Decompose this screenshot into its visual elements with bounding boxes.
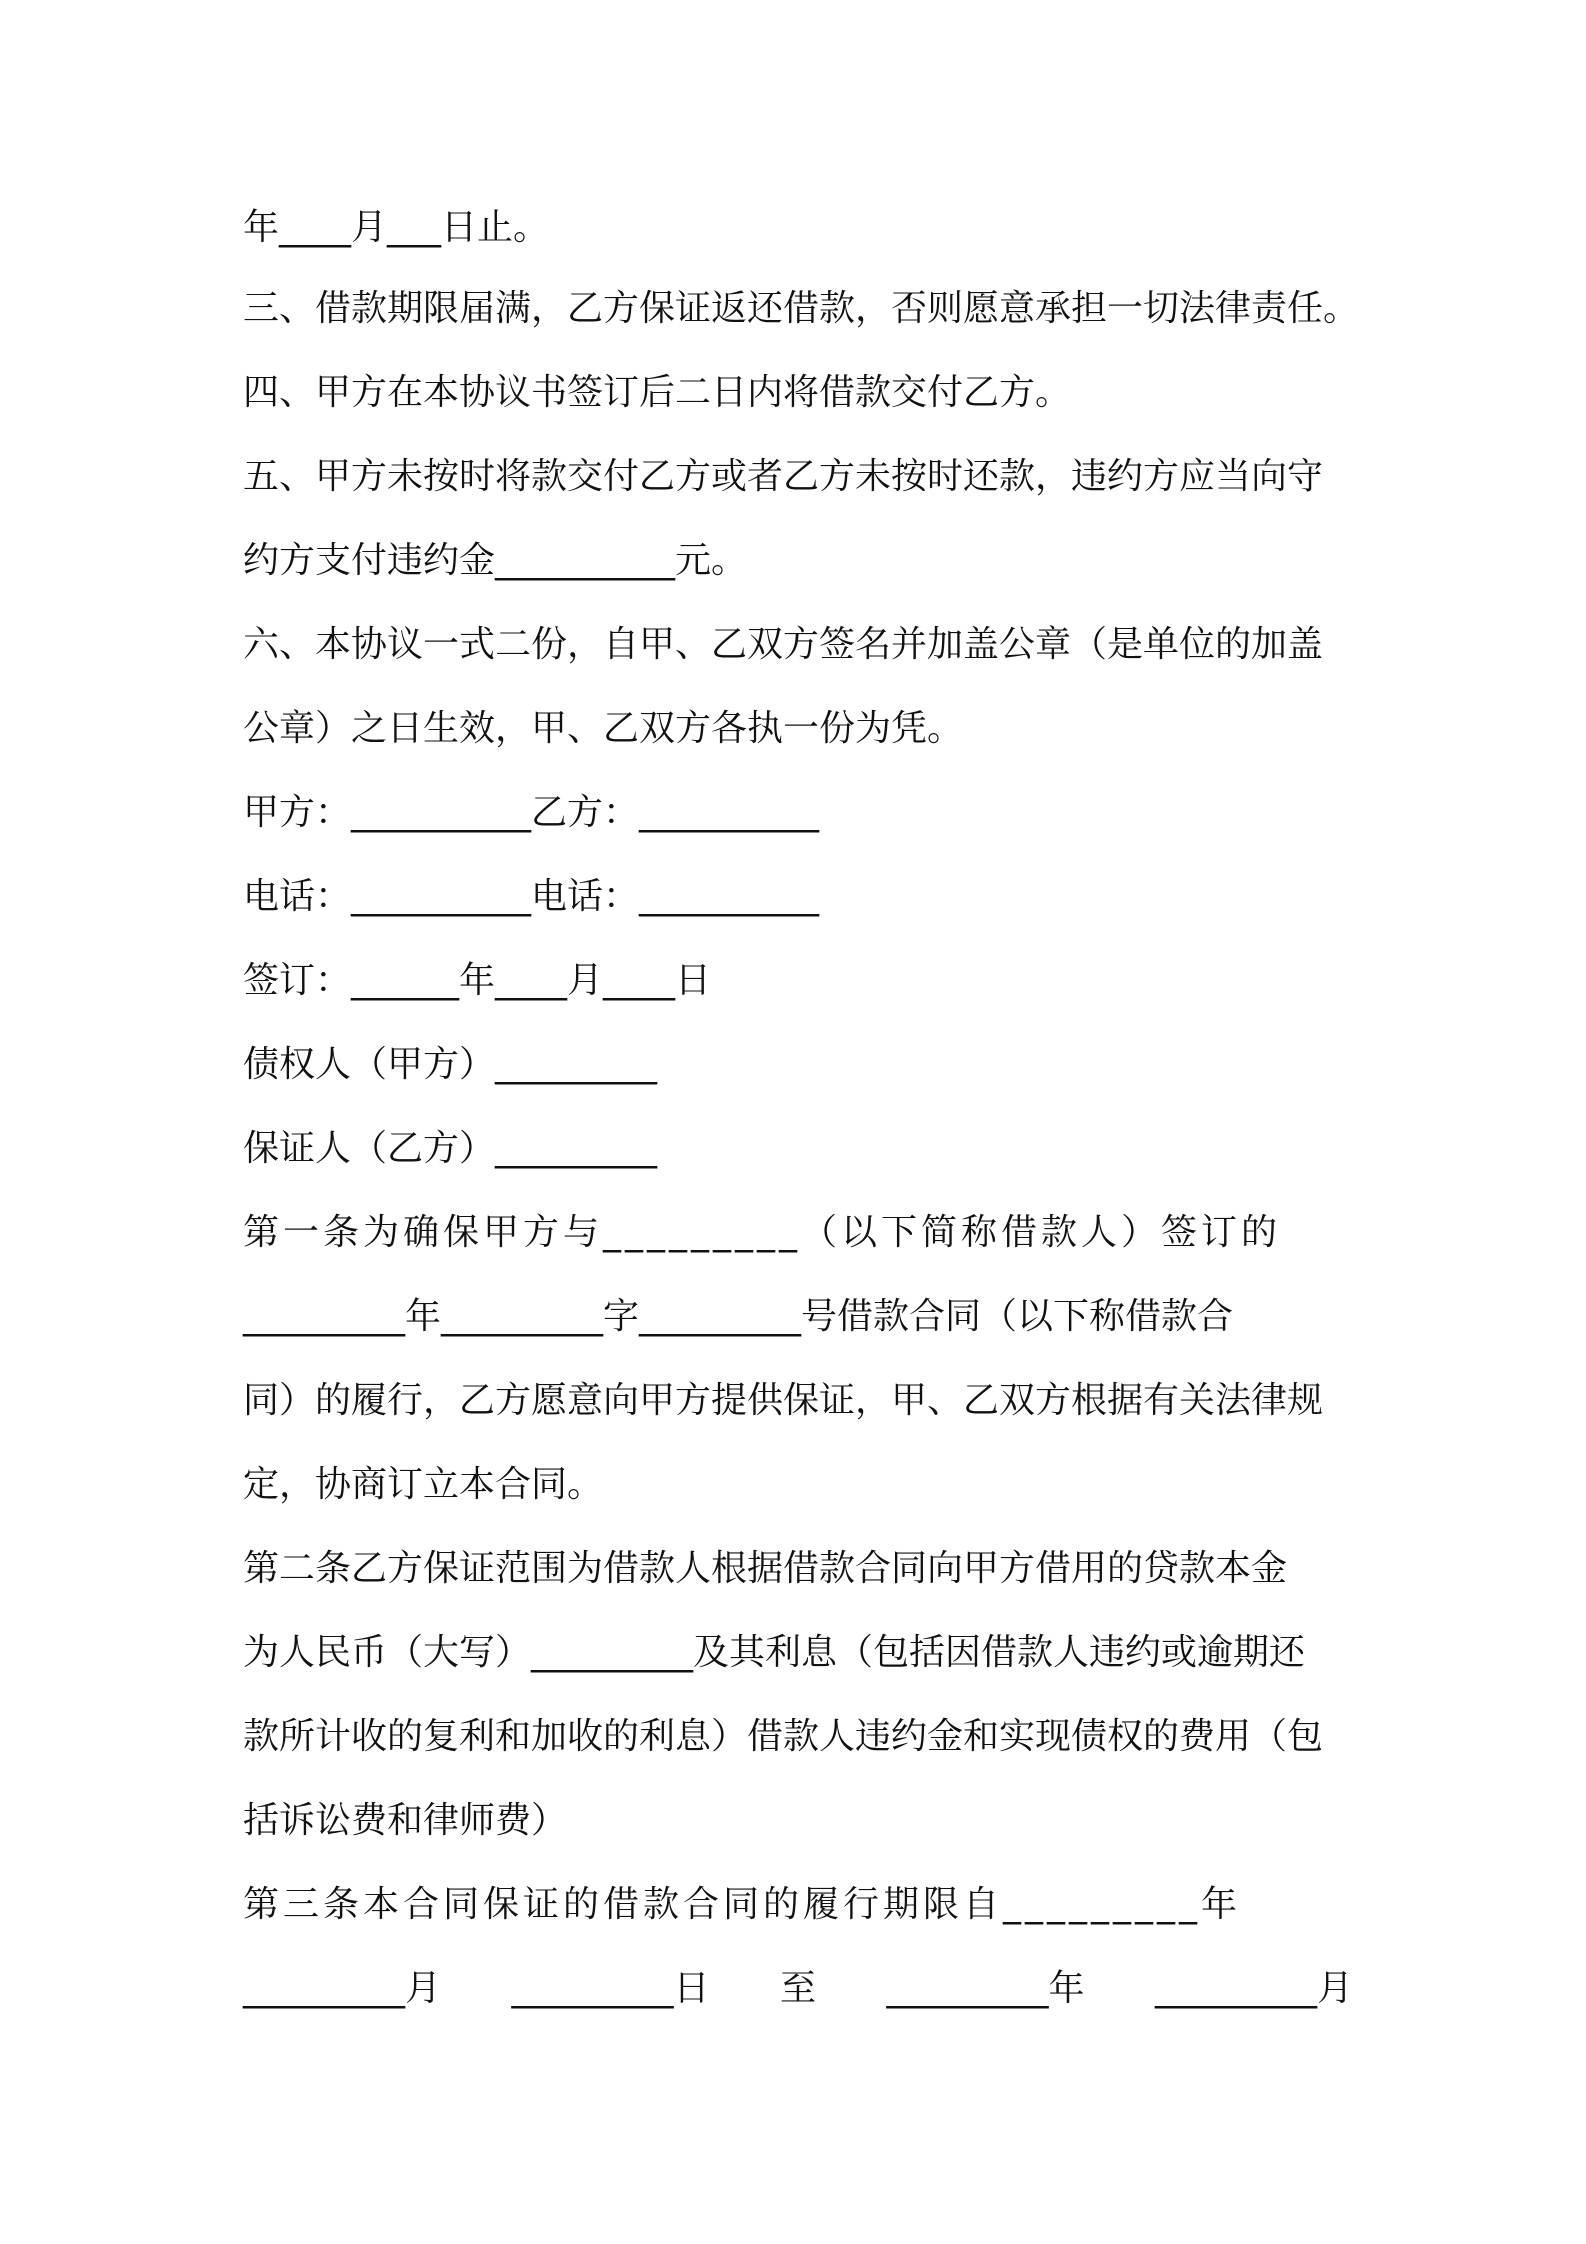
text-segment: 至 [779,1968,816,2009]
text-line: 五、甲方未按时将款交付乙方或者乙方未按时还款，违约方应当向守 [243,456,1324,497]
text-segment: _________年 [886,1968,1085,2009]
text-line: 债权人（甲方）_________ [243,1044,658,1085]
text-segment: _________日 [511,1968,710,2009]
text-segment: _________月 [1154,1968,1353,2009]
text-line: 签订：______年____月____日 [243,960,712,1001]
text-line: 第三条本合同保证的借款合同的履行期限自_________年 [243,1884,1242,1925]
text-line: 为人民币（大写）_________及其利息（包括因借款人违约或逾期还 [243,1632,1306,1673]
text-line: 年____月___日止。 [243,207,550,248]
text-line: 第一条为确保甲方与_________（以下简称借款人）签订的 [243,1212,1282,1253]
text-line: 甲方：__________乙方：__________ [243,792,820,833]
text-line: 公章）之日生效，甲、乙双方各执一份为凭。 [243,708,964,749]
text-line-justified [243,1964,1353,2014]
text-line: 款所计收的复利和加收的利息）借款人违约金和实现债权的费用（包 [243,1716,1324,1757]
text-line: 第二条乙方保证范围为借款人根据借款合同向甲方借用的贷款本金 [243,1548,1288,1589]
text-line: 同）的履行，乙方愿意向甲方提供保证，甲、乙双方根据有关法律规 [243,1380,1324,1421]
text-line: 六、本协议一式二份，自甲、乙双方签名并加盖公章（是单位的加盖 [243,624,1324,665]
text-line: 电话：__________电话：__________ [243,876,820,917]
text-line: 保证人（乙方）_________ [243,1128,658,1169]
text-line: 四、甲方在本协议书签订后二日内将借款交付乙方。 [243,372,1072,413]
text-line: 定，协商订立本合同。 [243,1464,604,1505]
text-segment: _________月 [243,1968,442,2009]
text-line: 括诉讼费和律师费） [243,1800,568,1841]
text-line: 三、借款期限届满，乙方保证返还借款，否则愿意承担一切法律责任。 [243,288,1360,329]
text-line: 约方支付违约金__________元。 [243,540,748,581]
text-line: _________年_________字_________号借款合同（以下称借款合 [243,1296,1234,1337]
